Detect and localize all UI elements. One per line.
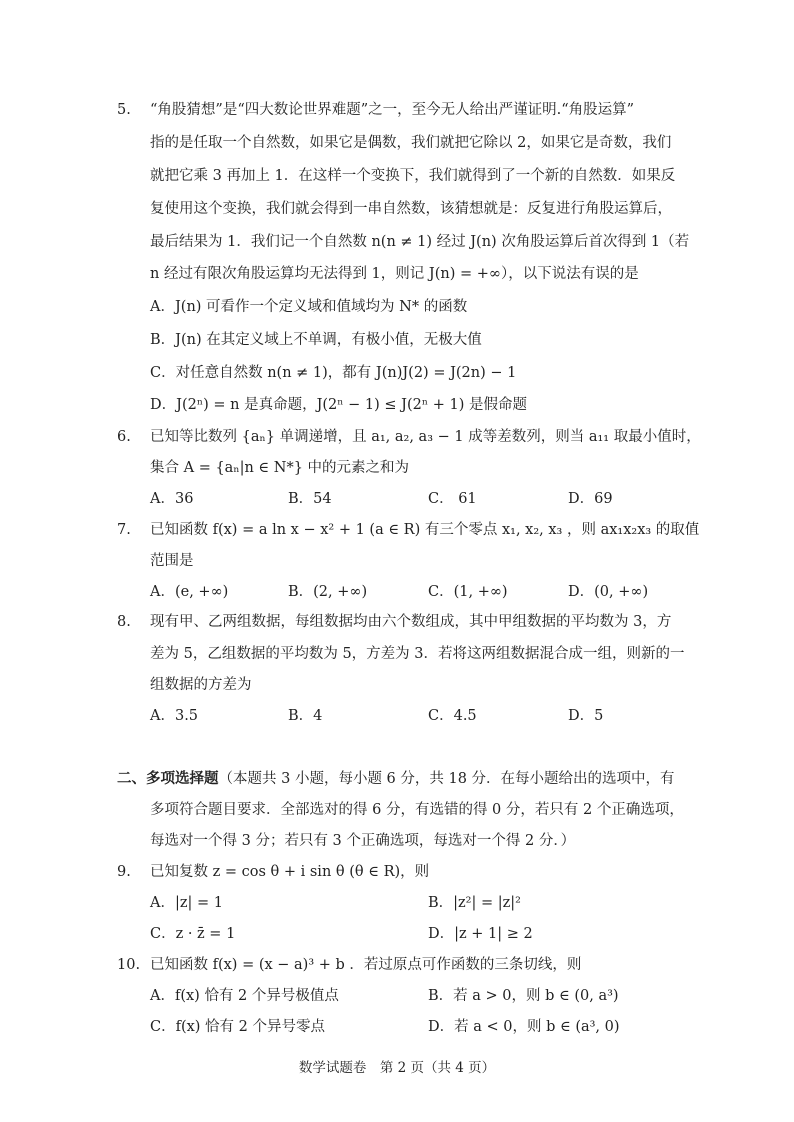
q9-stem-line: 已知复数 z = cos θ + i sin θ (θ ∈ R)，则 [150, 864, 430, 880]
q7-stem-line: 已知函数 f(x) = a ln x − x² + 1 (a ∈ R) 有三个零点 x₁, x₂, x₃ ，则 ax₁x₂x₃ 的取值 [150, 522, 700, 538]
q5-stem-line: 就把它乘 3 再加上 1．在这样一个变换下，我们就得到了一个新的自然数．如果反 [150, 168, 676, 184]
q6-stem-line: 已知等比数列 {aₙ} 单调递增，且 a₁, a₂, a₃ − 1 成等差数列，则当 a₁₁ 取最小值时， [150, 429, 701, 445]
q8-option-d: D．5 [568, 708, 604, 724]
section-instructions-line: 多项符合题目要求．全部选对的得 6 分，有选错的得 0 分，若只有 2 个正确选项， [150, 802, 684, 818]
q5-number: 5. [117, 102, 131, 118]
q9-option-d: D．|z + 1| ≥ 2 [428, 926, 533, 942]
q10-option-d: D．若 a < 0，则 b ∈ (a³, 0) [428, 1019, 620, 1035]
q8-stem-line: 现有甲、乙两组数据，每组数据均由六个数组成，其中甲组数据的平均数为 3，方 [150, 614, 672, 630]
q10-stem-line: 已知函数 f(x) = (x − a)³ + b ．若过原点可作函数的三条切线，则 [150, 957, 582, 973]
q8-option-a: A．3.5 [150, 708, 199, 724]
q5-stem-line: “角股猜想”是“四大数论世界难题”之一，至今无人给出严谨证明.“角股运算” [150, 102, 635, 118]
q5-stem-line: 指的是任取一个自然数，如果它是偶数，我们就把它除以 2，如果它是奇数，我们 [150, 135, 672, 151]
page-footer: 数学试题卷 第 2 页（共 4 页） [298, 1060, 496, 1076]
q7-option-c: C．(1, +∞) [428, 584, 508, 600]
section-title: 二、多项选择题 [117, 770, 219, 787]
q10-option-b: B．若 a > 0，则 b ∈ (0, a³) [428, 988, 619, 1004]
q5-option-d: D．J(2ⁿ) = n 是真命题，J(2ⁿ − 1) ≤ J(2ⁿ + 1) 是假命题 [150, 397, 527, 413]
q9-option-a: A．|z| = 1 [150, 895, 223, 911]
q10-option-c: C．f(x) 恰有 2 个异号零点 [150, 1019, 326, 1035]
section-instructions-line: 每选对一个得 3 分；若只有 3 个正确选项，每选对一个得 2 分．） [150, 833, 576, 849]
q8-number: 8. [117, 614, 131, 630]
q9-option-b: B．|z²| = |z|² [428, 895, 521, 911]
q5-option-b: B．J(n) 在其定义域上不单调，有极小值，无极大值 [150, 332, 482, 348]
q7-option-d: D．(0, +∞) [568, 584, 649, 600]
q8-option-c: C．4.5 [428, 708, 477, 724]
q6-option-a: A．36 [150, 491, 194, 507]
q6-option-d: D．69 [568, 491, 613, 507]
section-heading [117, 769, 675, 789]
q5-stem-line: n 经过有限次角股运算均无法得到 1，则记 J(n) = +∞），以下说法有误的是 [150, 266, 639, 282]
q6-option-b: B．54 [288, 491, 332, 507]
q10-option-a: A．f(x) 恰有 2 个异号极值点 [150, 988, 339, 1004]
q6-stem-line: 集合 A = {aₙ|n ∈ N*} 中的元素之和为 [150, 460, 410, 476]
q5-option-a: A．J(n) 可看作一个定义域和值域均为 N* 的函数 [150, 299, 468, 315]
q5-stem-line: 复使用这个变换，我们就会得到一串自然数，该猜想就是：反复进行角股运算后， [150, 201, 672, 217]
q7-stem-line: 范围是 [150, 553, 194, 569]
q10-number: 10. [117, 957, 141, 973]
q7-option-b: B．(2, +∞) [288, 584, 368, 600]
section-instructions: （本题共 3 小题，每小题 6 分，共 18 分．在每小题给出的选项中，有 [218, 771, 675, 787]
q6-option-c: C． 61 [428, 491, 477, 507]
q5-option-c: C．对任意自然数 n(n ≠ 1)，都有 J(n)J(2) = J(2n) − 1 [150, 365, 517, 381]
q9-number: 9. [117, 864, 131, 880]
q8-stem-line: 组数据的方差为 [150, 677, 252, 693]
q7-option-a: A．(e, +∞) [150, 584, 229, 600]
q8-stem-line: 差为 5，乙组数据的平均数为 5，方差为 3．若将这两组数据混合成一组，则新的一 [150, 646, 685, 662]
q7-number: 7. [117, 522, 131, 538]
q6-number: 6. [117, 429, 131, 445]
q8-option-b: B．4 [288, 708, 323, 724]
q5-stem-line: 最后结果为 1．我们记一个自然数 n(n ≠ 1) 经过 J(n) 次角股运算后首次得到 1（若 [150, 234, 690, 250]
q9-option-c: C．z · z̄ = 1 [150, 926, 236, 942]
